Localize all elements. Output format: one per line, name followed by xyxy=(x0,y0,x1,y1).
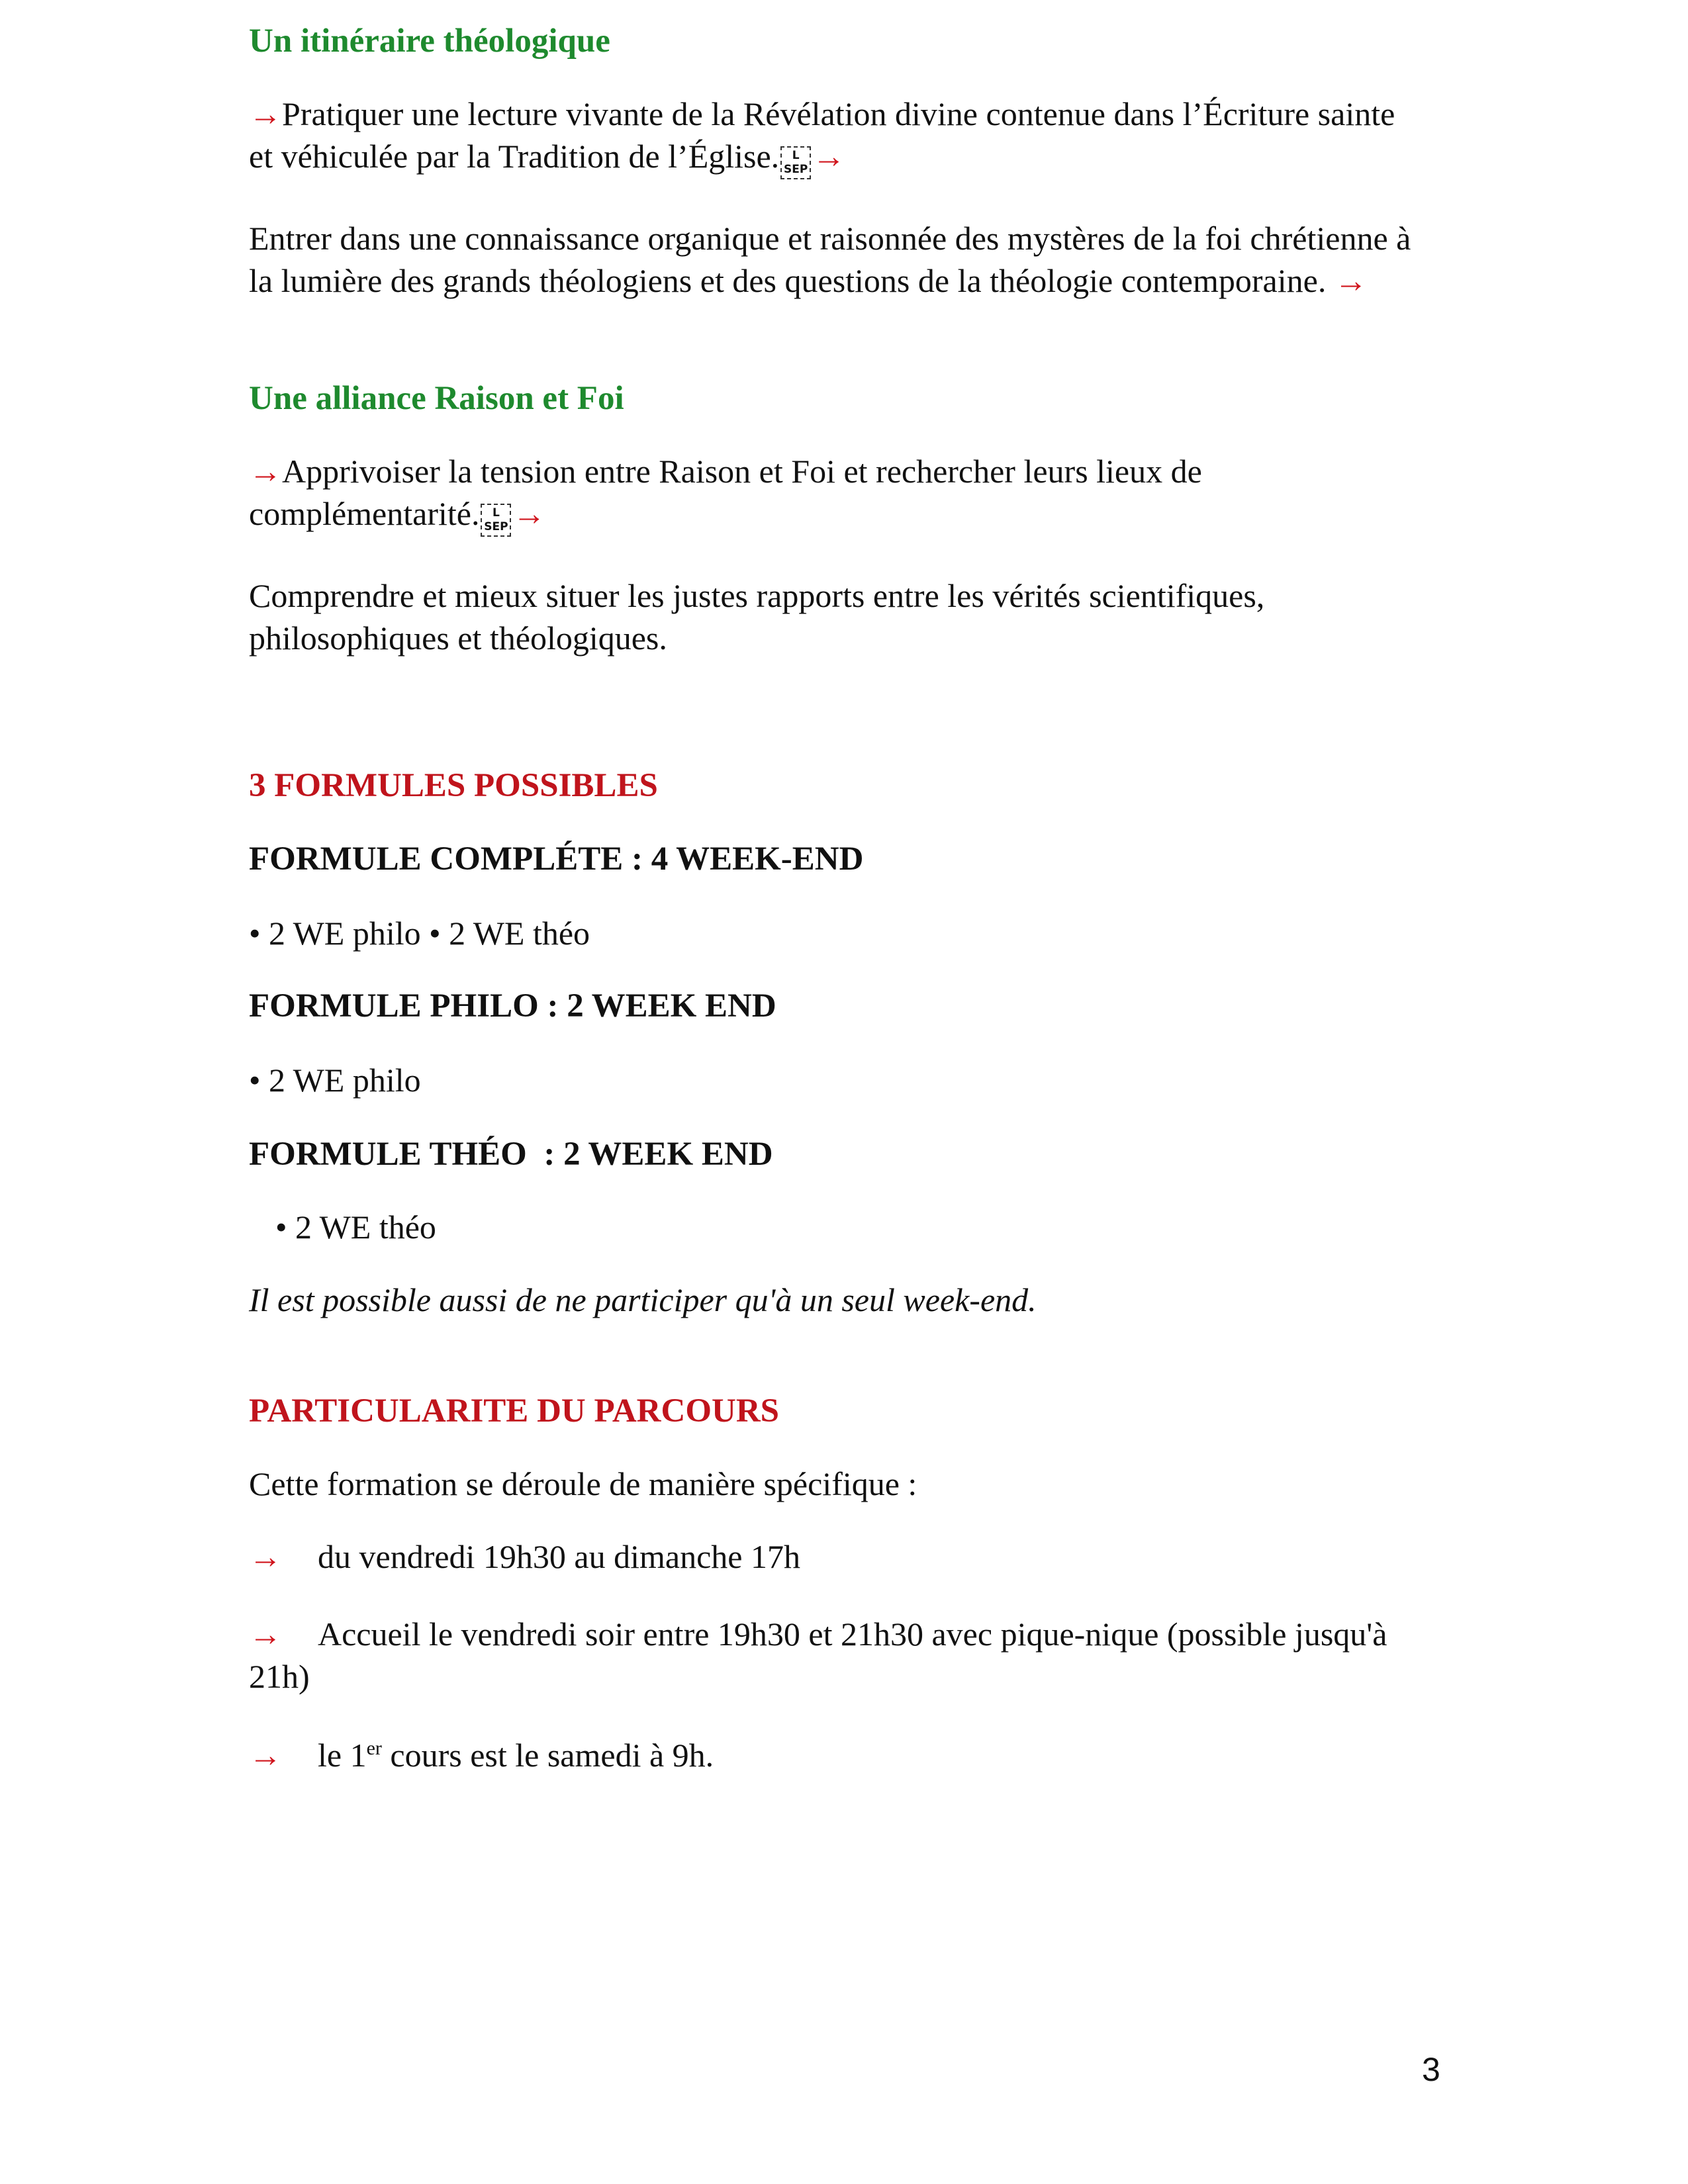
formule-philo-items: • 2 WE philo xyxy=(249,1062,421,1099)
parcours-item-premier-cours xyxy=(249,1734,1414,1776)
arrow-icon: → xyxy=(249,95,282,132)
section-heading-itineraire: Un itinéraire théologique xyxy=(249,23,610,60)
list-item-text: Accueil le vendredi soir entre 19h30 et 21h30 avec pique-nique (possible jusqu'à 21h) xyxy=(249,1615,1387,1695)
list-item-text: du vendredi 19h30 au dimanche 17h xyxy=(318,1538,800,1575)
paragraph-text: Pratiquer une lecture vivante de la Révélation divine contenue dans l’Écriture sainte et véhiculée par la Tradition de l’Église. xyxy=(249,95,1395,175)
page-number: 3 xyxy=(1422,2051,1440,2088)
formule-theo-title: FORMULE THÉO : 2 WEEK END xyxy=(249,1136,773,1173)
separator-glyph-icon: L SEP xyxy=(481,504,511,537)
formule-complete-title: FORMULE COMPLÉTE : 4 WEEK-END xyxy=(249,841,864,878)
arrow-icon: → xyxy=(249,1538,282,1575)
paragraph-raison-foi xyxy=(249,450,1414,537)
section-heading-alliance: Une alliance Raison et Foi xyxy=(249,380,624,417)
parcours-item-horaires xyxy=(249,1535,1414,1578)
ordinal-superscript: er xyxy=(366,1737,382,1759)
arrow-icon: → xyxy=(512,495,546,532)
section-heading-formules: 3 FORMULES POSSIBLES xyxy=(249,767,658,804)
arrow-icon: → xyxy=(249,453,282,490)
parcours-item-accueil xyxy=(249,1613,1414,1698)
section-heading-parcours: PARTICULARITE DU PARCOURS xyxy=(249,1392,780,1430)
list-item-text: le 1 xyxy=(318,1737,367,1774)
paragraph-text: Apprivoiser la tension entre Raison et Foi et rechercher leurs lieux de complémentarité. xyxy=(249,453,1202,532)
parcours-intro: Cette formation se déroule de manière spécifique : xyxy=(249,1465,917,1502)
paragraph-justes-rapports: Comprendre et mieux situer les justes rapports entre les vérités scientifiques, philosophiques et théologiques. xyxy=(249,577,1265,657)
list-item-text: cours est le samedi à 9h. xyxy=(381,1737,714,1774)
arrow-icon: → xyxy=(249,1615,282,1653)
arrow-icon: → xyxy=(812,138,846,175)
paragraph-text: Entrer dans une connaissance organique et raisonnée des mystères de la foi chrétienne à la lumière des grands théologiens et des questions de la théologie contemporaine. xyxy=(249,220,1411,299)
arrow-icon: → xyxy=(249,1737,282,1774)
formule-complete-items: • 2 WE philo • 2 WE théo xyxy=(249,915,590,952)
formules-note: Il est possible aussi de ne participer qu'à un seul week-end. xyxy=(249,1281,1037,1318)
formule-theo-items: • 2 WE théo xyxy=(275,1208,436,1246)
formule-philo-title: FORMULE PHILO : 2 WEEK END xyxy=(249,987,776,1024)
separator-glyph-icon: L SEP xyxy=(780,146,811,179)
arrow-icon: → xyxy=(1334,262,1368,299)
paragraph-lecture-revelation xyxy=(249,93,1414,179)
paragraph-connaissance-organique xyxy=(249,217,1414,302)
